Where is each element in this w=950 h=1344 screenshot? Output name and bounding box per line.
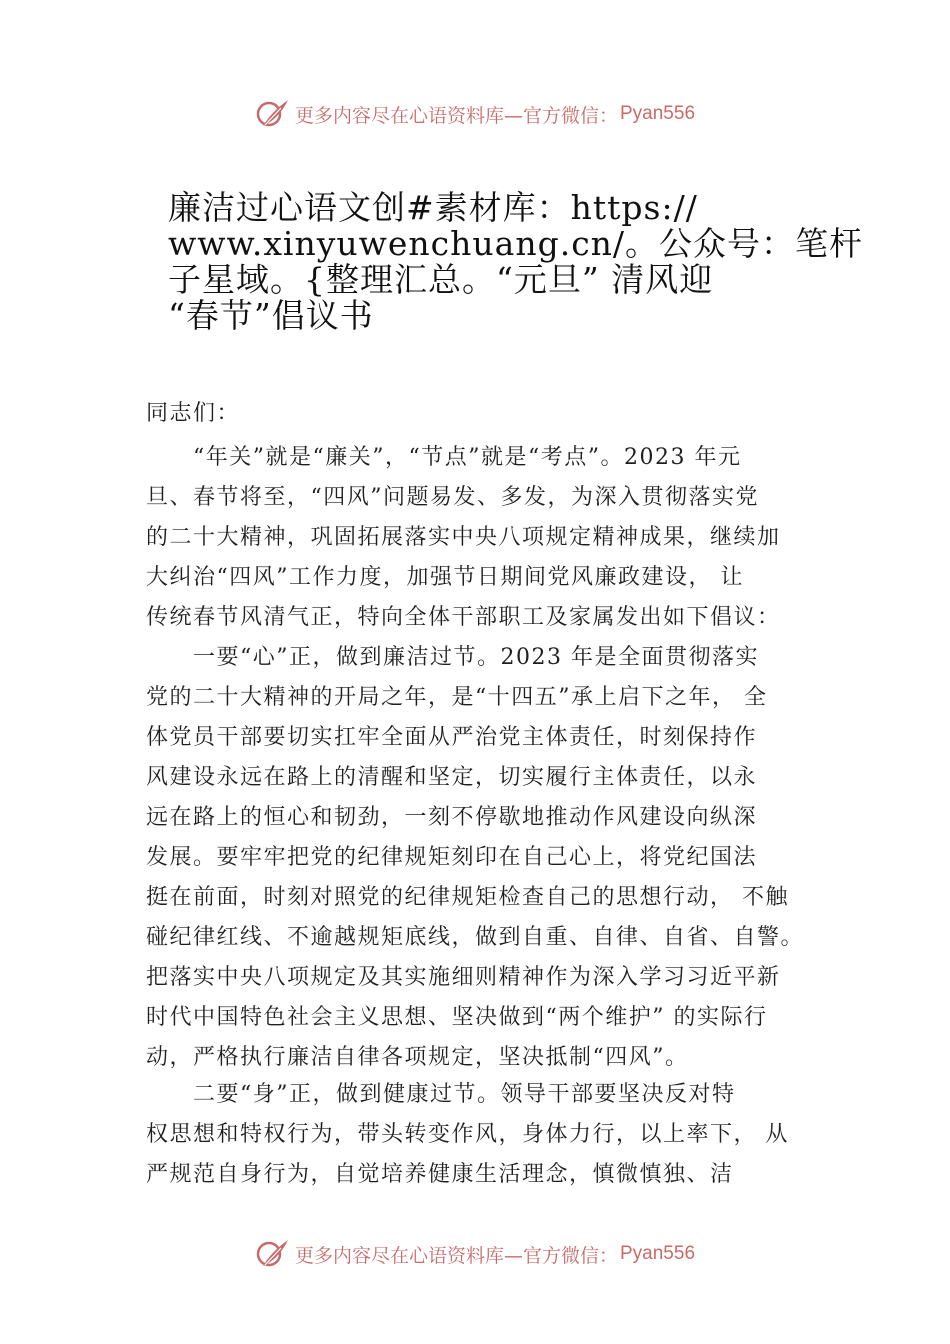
greeting: 同志们： — [146, 401, 241, 426]
document-title — [168, 188, 864, 335]
text-line: 二要“身”正，做到健康过节。领导干部要坚决反对特 — [146, 1082, 736, 1107]
text-line: 动，严格执行廉洁自律各项规定，坚决抵制“四风”。 — [146, 1045, 689, 1070]
text-line: 一要“心”正，做到廉洁过节。2023 年是全面贯彻落实 — [146, 645, 759, 670]
watermark-wechat-id: Pyan556 — [620, 103, 696, 124]
title-line: 廉洁过心语文创#素材库：https:// — [168, 188, 698, 227]
text-line: 权思想和特权行为，带头转变作风，身体力行，以上率下， 从 — [146, 1122, 789, 1147]
text-line: 党的二十大精神的开局之年，是“十四五”承上启下之年， 全 — [146, 685, 768, 710]
text-line: 碰纪律红线、不逾越规矩底线，做到自重、自律、自省、自警。 — [146, 925, 805, 950]
paragraph-point-one — [146, 638, 826, 1078]
title-line: 子星域。{整理汇总。“元旦” 清风迎 — [168, 260, 714, 299]
text-line: “年关”就是“廉关”，“节点”就是“考点”。2023 年元 — [146, 445, 742, 470]
watermark-wechat-id: Pyan556 — [620, 1243, 696, 1264]
feather-pen-logo-icon — [255, 1236, 291, 1272]
text-line: 传统春节风清气正，特向全体干部职工及家属发出如下倡议： — [146, 605, 781, 630]
text-line: 旦、春节将至，“四风”问题易发、多发，为深入贯彻落实党 — [146, 485, 759, 510]
text-line: 大纠治“四风”工作力度，加强节日期间党风廉政建设， 让 — [146, 565, 744, 590]
watermark-text: 更多内容尽在心语资料库—官方微信： — [294, 1244, 618, 1267]
paragraph-point-two — [146, 1075, 826, 1195]
paragraph-intro — [146, 438, 826, 638]
watermark-text: 更多内容尽在心语资料库—官方微信： — [294, 104, 618, 127]
watermark-footer — [0, 1232, 950, 1276]
text-line: 体党员干部要切实扛牢全面从严治党主体责任，时刻保持作 — [146, 725, 758, 750]
watermark-header — [0, 92, 950, 136]
text-line: 风建设永远在路上的清醒和坚定，切实履行主体责任，以永 — [146, 765, 758, 790]
title-line: www.xinyuwenchuang.cn/。公众号：笔杆 — [168, 224, 864, 263]
text-line: 远在路上的恒心和韧劲，一刻不停歇地推动作风建设向纵深 — [146, 805, 758, 830]
text-line: 时代中国特色社会主义思想、坚决做到“两个维护” 的实际行 — [146, 1005, 768, 1030]
text-line: 严规范自身行为，自觉培养健康生活理念，慎微慎独、洁 — [146, 1162, 734, 1187]
feather-pen-logo-icon — [255, 96, 291, 132]
text-line: 把落实中央八项规定及其实施细则精神作为深入学习习近平新 — [146, 965, 781, 990]
title-line: “春节”倡议书 — [168, 296, 374, 335]
text-line: 挺在前面，时刻对照党的纪律规矩检查自己的思想行动， 不触 — [146, 885, 789, 910]
text-line: 的二十大精神，巩固拓展落实中央八项规定精神成果，继续加 — [146, 525, 781, 550]
text-line: 发展。要牢牢把党的纪律规矩刻印在自己心上，将党纪国法 — [146, 845, 758, 870]
